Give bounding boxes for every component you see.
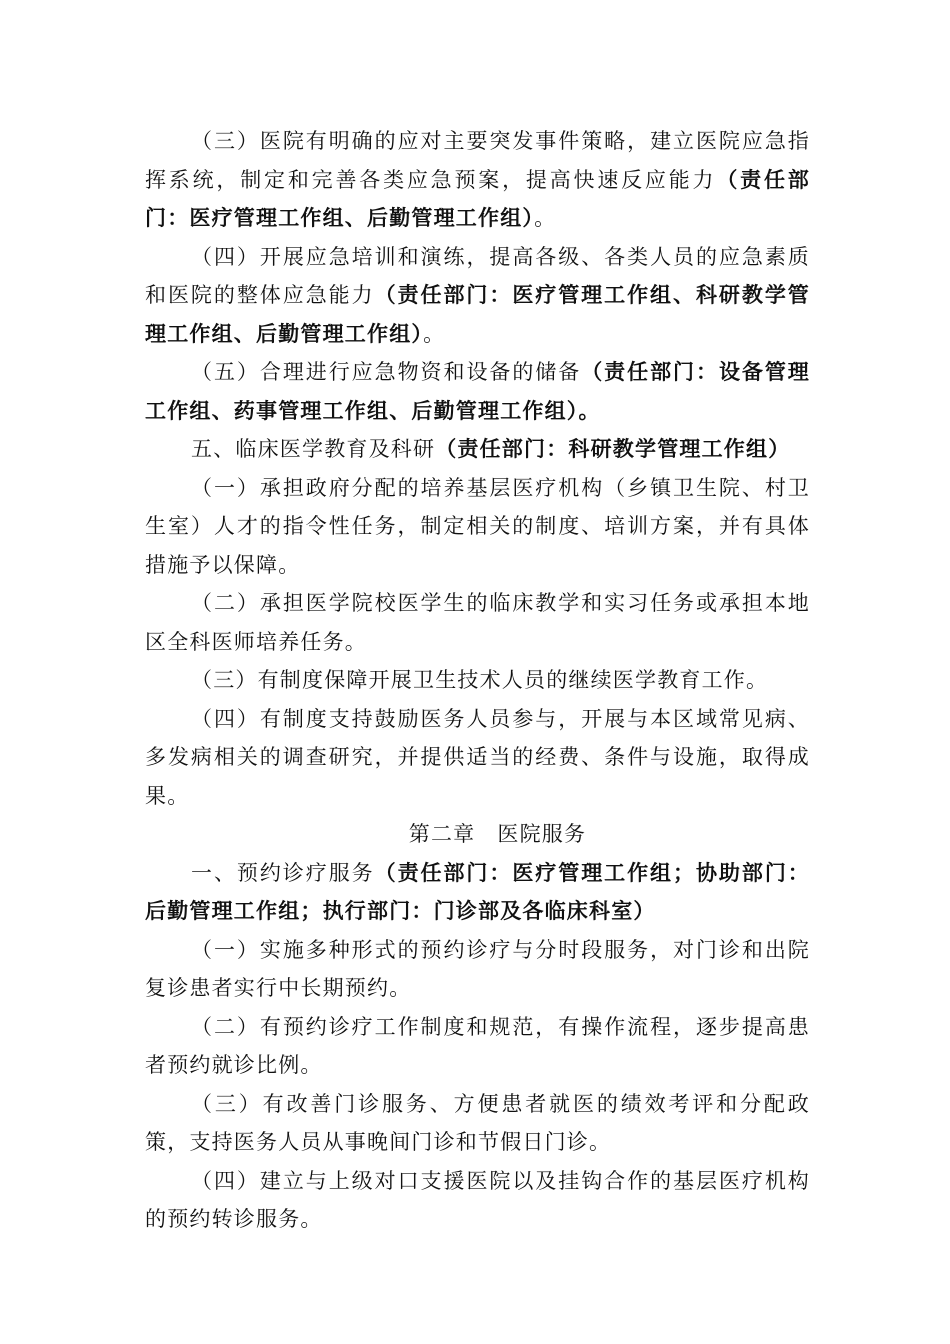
paragraph-text: （三）有改善门诊服务、方便患者就医的绩效考评和分配政策，支持医务人员从事晚间门诊和节假日门诊。 — [145, 1091, 810, 1154]
chapter-number: 第二章 — [408, 822, 476, 846]
paragraph-text: （五）合理进行应急物资和设备的储备 — [191, 360, 582, 384]
paragraph-appointment-2 — [145, 1008, 810, 1085]
paragraph-tail: 。 — [423, 321, 446, 346]
section-heading-text: 五、临床医学教育及科研 — [191, 437, 436, 461]
paragraph-text: （一）承担政府分配的培养基层医疗机构（乡镇卫生院、村卫生室）人才的指令性任务，制定相关的制度、培训方案，并有具体措施予以保障。 — [145, 475, 810, 577]
paragraph-text: （三）有制度保障开展卫生技术人员的继续医学教育工作。 — [191, 668, 769, 692]
paragraph-text: （二）承担医学院校医学生的临床教学和实习任务或承担本地区全科医师培养任务。 — [145, 591, 810, 654]
paragraph-education-3 — [145, 661, 810, 700]
paragraph-appointment-1 — [145, 931, 810, 1008]
paragraph-appointment-4 — [145, 1162, 810, 1239]
paragraph-text: （四）开展应急培训和演练，提高各级、各类人员的应急素质和医院的整体应急能力 — [145, 244, 810, 307]
paragraph-education-4 — [145, 700, 810, 816]
chapter-title: 医院服务 — [497, 822, 587, 846]
responsible-department: （责任部门：医疗管理工作组、后勤管理工作组） — [145, 166, 810, 230]
section-heading-text: 一、预约诊疗服务 — [191, 860, 375, 885]
paragraph-tail: 。 — [534, 206, 557, 230]
paragraph-education-1 — [145, 469, 810, 585]
responsible-department: （责任部门：设备管理工作组、药事管理工作组、后勤管理工作组）。 — [145, 359, 811, 423]
chapter-heading — [145, 815, 810, 854]
paragraph-appointment-3 — [145, 1085, 810, 1162]
responsible-department: （责任部门：医疗管理工作组、科研教学管理工作组、后勤管理工作组） — [145, 282, 810, 346]
paragraph-emergency-supplies — [145, 353, 810, 430]
paragraph-text: （一）实施多种形式的预约诊疗与分时段服务，对门诊和出院复诊患者实行中长期预约。 — [145, 937, 810, 1000]
section-heading-appointment — [145, 854, 810, 931]
paragraph-emergency-strategy — [145, 122, 810, 238]
paragraph-text: （三）医院有明确的应对主要突发事件策略，建立医院应急指挥系统，制定和完善各类应急预案，提高快速反应能力 — [145, 129, 810, 192]
paragraph-text: （四）有制度支持鼓励医务人员参与，开展与本区域常见病、多发病相关的调查研究，并提供适当的经费、条件与设施，取得成果。 — [145, 706, 810, 808]
document-page — [145, 122, 810, 1239]
paragraph-education-2 — [145, 584, 810, 661]
section-heading-education — [145, 430, 810, 469]
paragraph-text: （四）建立与上级对口支援医院以及挂钩合作的基层医疗机构的预约转诊服务。 — [145, 1168, 810, 1231]
responsible-department: （责任部门：科研教学管理工作组） — [435, 436, 791, 461]
paragraph-text: （二）有预约诊疗工作制度和规范，有操作流程，逐步提高患者预约就诊比例。 — [145, 1014, 810, 1077]
responsible-department: （责任部门：医疗管理工作组；协助部门：后勤管理工作组；执行部门：门诊部及各临床科室） — [145, 859, 810, 923]
paragraph-emergency-training — [145, 238, 810, 354]
